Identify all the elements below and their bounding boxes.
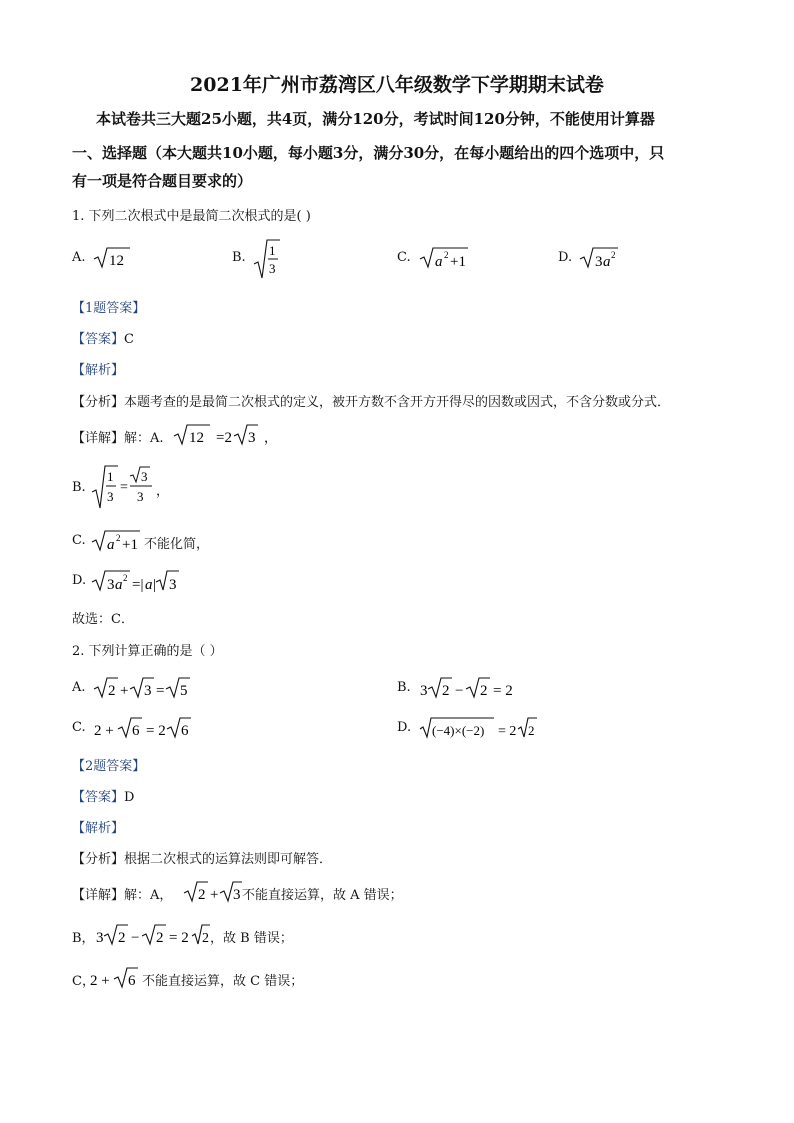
q1-detail-b-prefix: B. [72, 480, 86, 495]
svg-text:3: 3 [248, 430, 256, 446]
svg-text:2: 2 [444, 250, 449, 260]
svg-text:a: a [435, 254, 443, 270]
svg-text:2: 2 [528, 723, 535, 738]
svg-text:=: = [120, 480, 128, 495]
q2-option-c-expr [92, 715, 192, 741]
svg-text:+: + [120, 683, 129, 699]
q1-detail-label: 【详解】 [72, 431, 125, 446]
svg-text:+1: +1 [122, 537, 138, 553]
svg-text:2 +: 2 + [90, 973, 110, 989]
svg-text:12: 12 [109, 253, 124, 269]
svg-text:a: a [603, 254, 611, 270]
svg-text:3: 3 [420, 683, 428, 699]
q2-answer-label: 【答案】 [72, 790, 125, 805]
q1-option-b-letter: B. [232, 250, 246, 265]
svg-text:=|: =| [132, 577, 144, 593]
q1-option-d-letter: D. [558, 250, 573, 265]
svg-text:2: 2 [442, 683, 450, 699]
q1-option-c-letter: C. [397, 250, 411, 265]
q1-option-c-expr [418, 245, 470, 271]
svg-text:2: 2 [118, 930, 126, 946]
svg-text:a: a [107, 537, 115, 553]
q2-detail-b-prefix: B， [72, 931, 95, 946]
svg-text:= 2: = 2 [493, 683, 513, 699]
q2-detail-c-prefix: C， [72, 974, 95, 989]
svg-text:2: 2 [108, 683, 116, 699]
svg-text:1: 1 [269, 243, 276, 258]
q2-detail-c-expr [88, 965, 142, 991]
svg-text:2: 2 [116, 533, 121, 543]
q1-choose: 故选：C． [72, 612, 134, 627]
svg-text:= 2: = 2 [146, 723, 166, 739]
q2-option-d-letter: D. [397, 720, 412, 735]
svg-text:=: = [156, 683, 165, 699]
q2-detail-a-prefix: 解：A， [124, 888, 173, 903]
svg-text:3: 3 [144, 683, 152, 699]
q1-fenxi-row [72, 391, 670, 410]
q2-option-d-expr [418, 715, 538, 741]
svg-text:3: 3 [269, 261, 276, 276]
svg-text:= 2: = 2 [169, 930, 189, 946]
svg-text:3: 3 [595, 254, 603, 270]
q2-option-c-letter: C. [72, 720, 86, 735]
q1-option-b-expr [252, 238, 282, 280]
svg-text:+: + [210, 887, 219, 903]
svg-text:2: 2 [202, 931, 209, 946]
q2-fenxi-row [72, 848, 332, 867]
q2-fenxi-text: 根据二次根式的运算法则即可解答． [124, 852, 333, 867]
svg-text:=2: =2 [216, 430, 232, 446]
q1-answer-label: 【答案】 [72, 332, 125, 347]
q1-stem: 1. 下列二次根式中是最简二次根式的是( ) [72, 209, 311, 224]
svg-text:3: 3 [107, 489, 114, 504]
svg-text:，: ， [264, 430, 278, 445]
svg-text:−: − [455, 683, 464, 699]
svg-text:a: a [115, 577, 123, 593]
q1-detail-c-expr [90, 528, 142, 554]
svg-text:= 2: = 2 [498, 724, 517, 739]
svg-text:|: | [153, 577, 157, 593]
q1-detail-d-expr [90, 568, 182, 594]
q2-analysis-tag: 【解析】 [72, 821, 125, 836]
q1-detail-a-row [72, 427, 164, 446]
svg-text:3: 3 [96, 930, 104, 946]
svg-text:6: 6 [181, 723, 189, 739]
q1-detail-c-prefix: C. [72, 533, 86, 548]
q1-option-a-letter: A. [72, 250, 86, 265]
q1-answer-row [72, 328, 134, 347]
svg-text:6: 6 [132, 723, 140, 739]
section-heading-line-2: 有一项是符合题目要求的） [72, 172, 253, 190]
svg-text:3: 3 [169, 577, 177, 593]
q1-analysis-tag: 【解析】 [72, 363, 125, 378]
svg-text:6: 6 [128, 973, 136, 989]
svg-text:2 +: 2 + [94, 723, 114, 739]
svg-text:12: 12 [189, 430, 204, 446]
q1-detail-c-tail: 不能化简， [144, 537, 210, 552]
q2-stem: 2. 下列计算正确的是（ ） [72, 644, 223, 659]
q2-answer-value: D [124, 790, 135, 805]
q2-detail-a-expr [182, 879, 242, 905]
q2-detail-label: 【详解】 [72, 888, 125, 903]
q1-detail-a-expr [172, 422, 278, 448]
svg-text:1: 1 [107, 469, 114, 484]
q2-detail-b-tail: ，故 B 错误； [210, 931, 293, 946]
svg-text:5: 5 [180, 683, 188, 699]
svg-text:3: 3 [233, 887, 241, 903]
svg-text:3: 3 [141, 469, 148, 484]
q2-detail-b-expr [94, 922, 210, 948]
svg-text:3: 3 [107, 577, 115, 593]
q1-fenxi-label: 【分析】 [72, 395, 125, 410]
svg-text:+1: +1 [450, 254, 466, 270]
q1-detail-d-prefix: D. [72, 573, 87, 588]
q1-answer-tag: 【1题答案】 [72, 301, 146, 316]
svg-text:2: 2 [123, 573, 128, 583]
exam-intro: 本试卷共三大题25小题，共4页，满分120分，考试时间120分钟，不能使用计算器 [96, 110, 655, 128]
q2-detail-a-tail: 不能直接运算，故 A 错误； [242, 888, 403, 903]
svg-text:(−4)×(−2): (−4)×(−2) [432, 723, 485, 738]
q2-option-a-expr [92, 675, 192, 701]
q2-detail-a-row [72, 884, 172, 903]
q2-answer-tag: 【2题答案】 [72, 759, 146, 774]
svg-text:2: 2 [611, 250, 616, 260]
q2-option-a-letter: A. [72, 680, 86, 695]
q2-option-b-letter: B. [397, 680, 411, 695]
q2-answer-row [72, 786, 134, 805]
svg-text:a: a [145, 577, 153, 593]
svg-text:2: 2 [480, 683, 488, 699]
svg-text:2: 2 [156, 930, 164, 946]
q1-option-d-expr [578, 245, 620, 271]
section-heading-line-1: 一、选择题（本大题共10小题，每小题3分，满分30分，在每小题给出的四个选项中，只 [72, 144, 665, 162]
q1-option-a-expr [92, 245, 132, 271]
svg-text:2: 2 [198, 887, 206, 903]
q1-fenxi-text: 本题考查的是最简二次根式的定义，被开方数不含开方开得尽的因数或因式，不含分数或分式． [124, 395, 671, 410]
svg-text:−: − [131, 930, 140, 946]
q1-answer-value: C [124, 332, 134, 347]
q2-fenxi-label: 【分析】 [72, 852, 125, 867]
q2-detail-c-tail: 不能直接运算，故 C 错误； [142, 974, 304, 989]
page-title: 2021年广州市荔湾区八年级数学下学期期末试卷 [190, 74, 604, 96]
svg-text:3: 3 [137, 489, 144, 504]
q1-detail-b-tail: ， [156, 484, 170, 499]
q2-option-b-expr [418, 675, 518, 701]
q1-detail-a-prefix: 解：A. [124, 431, 164, 446]
